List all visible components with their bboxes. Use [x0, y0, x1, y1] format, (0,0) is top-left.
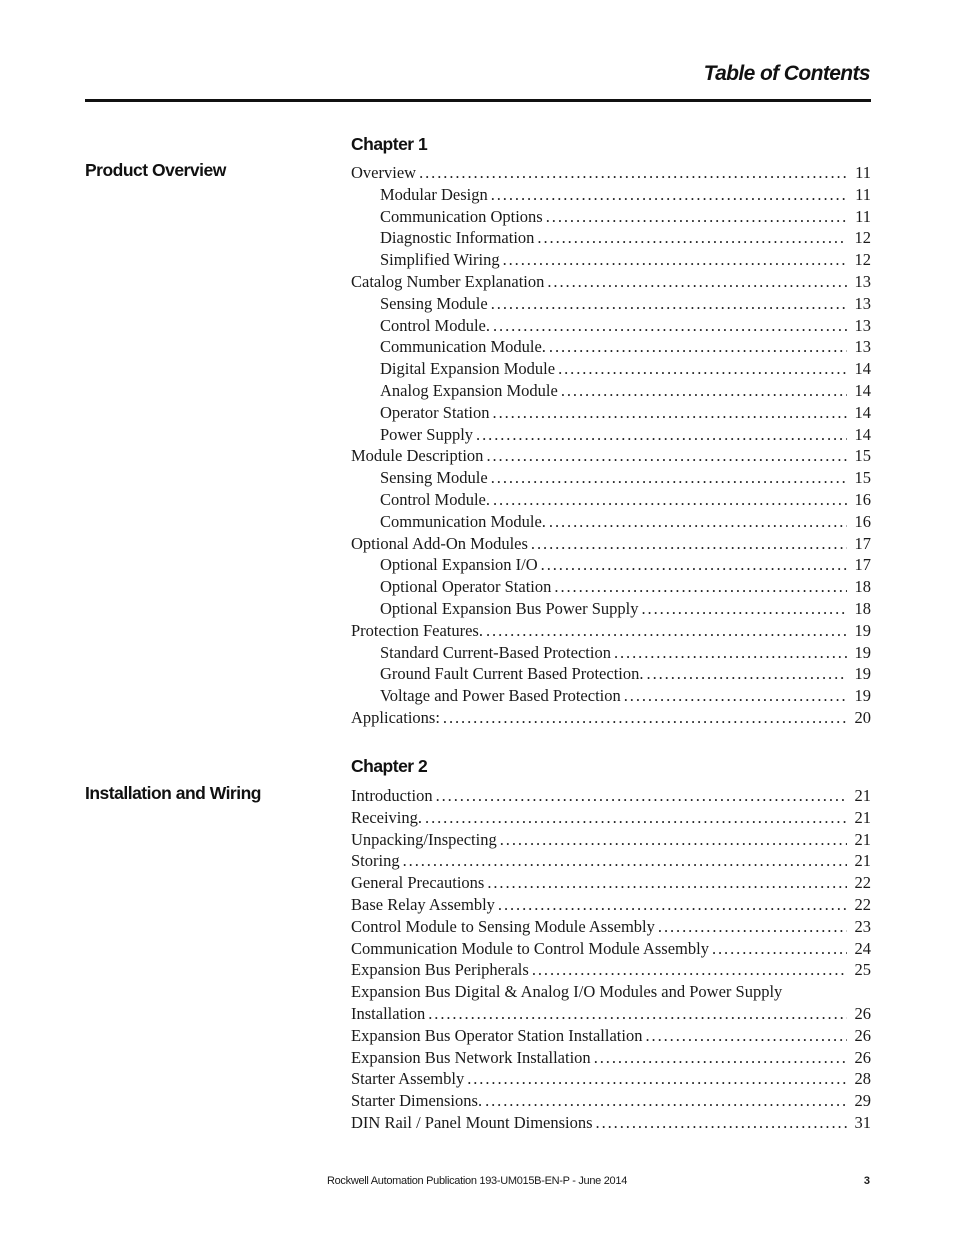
- toc-entry-title: Unpacking/Inspecting: [351, 829, 497, 849]
- toc-entry[interactable]: [351, 380, 871, 402]
- toc-entry[interactable]: [351, 1112, 871, 1134]
- toc-entry[interactable]: [351, 620, 871, 642]
- toc-entry-page: 19: [854, 620, 871, 640]
- toc-entry[interactable]: [351, 1025, 871, 1047]
- toc-leader-dots: [493, 489, 847, 511]
- toc-entry[interactable]: [351, 1068, 871, 1090]
- toc-entry[interactable]: [351, 533, 871, 555]
- toc-leader-dots: [491, 184, 847, 206]
- toc-entry-title: Communication Module.: [380, 337, 546, 357]
- toc-entry-title: Voltage and Power Based Protection: [380, 686, 621, 706]
- toc-entry[interactable]: [351, 916, 871, 938]
- toc-leader-dots: [561, 380, 847, 402]
- toc-entry[interactable]: [351, 598, 871, 620]
- toc-leader-dots: [491, 467, 847, 489]
- toc-leader-dots: [546, 206, 847, 228]
- toc-entry-page: 19: [854, 642, 871, 662]
- toc-entry-page: 14: [854, 402, 871, 422]
- section-label-installation-wiring: Installation and Wiring: [85, 783, 261, 803]
- toc-entry-page: 17: [854, 555, 871, 575]
- toc-entry-page: 23: [854, 916, 871, 936]
- toc-leader-dots: [498, 894, 847, 916]
- toc-entry[interactable]: [351, 894, 871, 916]
- toc-entry-title: Simplified Wiring: [380, 250, 500, 270]
- toc-entry[interactable]: [351, 293, 871, 315]
- toc-entry-page: 15: [854, 468, 871, 488]
- toc-entry[interactable]: [351, 685, 871, 707]
- toc-entry-title: Standard Current-Based Protection: [380, 642, 611, 662]
- section-label-product-overview: Product Overview: [85, 160, 226, 180]
- chapter-2-heading: Chapter 2: [351, 756, 428, 776]
- toc-entry-page: 26: [854, 1047, 871, 1067]
- toc-entry-page: 13: [854, 271, 871, 291]
- toc-leader-dots: [503, 249, 847, 271]
- toc-entry-title: Operator Station: [380, 402, 490, 422]
- toc-leader-dots: [596, 1112, 847, 1134]
- toc-leader-dots: [425, 807, 847, 829]
- toc-entry-title: Control Module.: [380, 315, 490, 335]
- toc-entry-page: 28: [854, 1069, 871, 1089]
- toc-entry-title: Digital Expansion Module: [380, 359, 556, 379]
- toc-entry-title: Optional Add-On Modules: [351, 533, 528, 553]
- toc-entry-page: 13: [854, 337, 871, 357]
- toc-entry-title: Power Supply: [380, 424, 474, 444]
- toc-leader-dots: [642, 598, 848, 620]
- toc-entry-title: Installation: [351, 1003, 426, 1023]
- toc-leader-dots: [541, 554, 847, 576]
- toc-entry-page: 13: [854, 293, 871, 313]
- toc-entry-title: Control Module.: [380, 489, 490, 509]
- toc-entry[interactable]: [351, 1003, 871, 1025]
- toc-leader-dots: [549, 511, 847, 533]
- toc-leader-dots: [467, 1068, 847, 1090]
- toc-entry[interactable]: [351, 642, 871, 664]
- toc-leader-dots: [712, 938, 847, 960]
- toc-entry[interactable]: [351, 785, 871, 807]
- toc-entry-page: 14: [854, 359, 871, 379]
- toc-entry-title: Starter Assembly: [351, 1069, 465, 1089]
- toc-entry-page: 24: [854, 938, 871, 958]
- toc-entry[interactable]: [351, 576, 871, 598]
- toc-entry-title: Modular Design: [380, 184, 488, 204]
- header-rule: [85, 99, 871, 102]
- page-header-title: Table of Contents: [703, 62, 870, 85]
- toc-entry-page: 21: [854, 851, 871, 871]
- toc-entry[interactable]: [351, 402, 871, 424]
- toc-entry-title: Communication Options: [380, 206, 543, 226]
- toc-entry[interactable]: [351, 358, 871, 380]
- toc-entry-title: Communication Module.: [380, 511, 546, 531]
- toc-entry[interactable]: [351, 807, 871, 829]
- toc-entry-title: Protection Features.: [351, 620, 483, 640]
- toc-entry-page: 18: [854, 598, 871, 618]
- toc-entry-title: Optional Expansion Bus Power Supply: [380, 598, 639, 618]
- toc-entry-page: 15: [854, 446, 871, 466]
- toc-leader-dots: [486, 445, 847, 467]
- toc-leader-dots: [476, 424, 847, 446]
- toc-entry-page: 20: [854, 707, 871, 727]
- toc-entry-title: Communication Module to Control Module Assembly: [351, 938, 709, 958]
- toc-entry-page: 26: [854, 1003, 871, 1023]
- toc-leader-dots: [436, 785, 847, 807]
- toc-entry[interactable]: [351, 554, 871, 576]
- toc-entry[interactable]: [351, 336, 871, 358]
- toc-leader-dots: [547, 271, 847, 293]
- toc-leader-dots: [485, 1090, 847, 1112]
- toc-entry[interactable]: [351, 959, 871, 981]
- toc-entry-page: 11: [855, 184, 871, 204]
- toc-entry[interactable]: [351, 206, 871, 228]
- toc-leader-dots: [487, 872, 847, 894]
- toc-entry[interactable]: [351, 315, 871, 337]
- toc-entry[interactable]: [351, 467, 871, 489]
- toc-leader-dots: [428, 1003, 847, 1025]
- toc-entry-page: 21: [854, 786, 871, 805]
- toc-entry[interactable]: [351, 489, 871, 511]
- toc-leader-dots: [419, 162, 847, 184]
- toc-leader-dots: [558, 358, 847, 380]
- toc-entry-title: Introduction: [351, 786, 433, 805]
- toc-entry-title: Overview: [351, 163, 417, 182]
- toc-leader-dots: [614, 642, 847, 664]
- toc-leader-dots: [493, 402, 847, 424]
- toc-entry-title: Receiving.: [351, 807, 423, 827]
- toc-entry-page: 11: [855, 163, 871, 182]
- toc-entry[interactable]: [351, 829, 871, 851]
- toc-leader-dots: [491, 293, 847, 315]
- toc-entry[interactable]: [351, 1090, 871, 1112]
- footer-page-number: 3: [863, 1175, 870, 1187]
- toc-entry-title: Optional Expansion I/O: [380, 555, 538, 575]
- toc-leader-dots: [554, 576, 847, 598]
- toc-entry-page: 13: [854, 315, 871, 335]
- toc-entry-page: 22: [854, 894, 871, 914]
- toc-entry-title: Storing: [351, 851, 400, 871]
- toc-leader-dots: [493, 315, 847, 337]
- chapter-1-toc: [351, 162, 871, 729]
- toc-entry-page: 29: [854, 1091, 871, 1111]
- toc-entry-title: Ground Fault Current Based Protection.: [380, 664, 644, 684]
- toc-entry-title: Control Module to Sensing Module Assembly: [351, 916, 655, 936]
- toc-entry-page: 25: [854, 960, 871, 980]
- toc-entry[interactable]: [351, 511, 871, 533]
- footer-publication: Rockwell Automation Publication 193-UM015B-EN-P - June 2014: [326, 1175, 628, 1187]
- toc-entry-title: Expansion Bus Operator Station Installation: [351, 1025, 643, 1045]
- toc-entry-page: 31: [854, 1112, 871, 1132]
- toc-entry-page: 17: [854, 533, 871, 553]
- toc-entry-page: 26: [854, 1025, 871, 1045]
- toc-entry-title: Expansion Bus Network Installation: [351, 1047, 591, 1067]
- toc-entry-page: 12: [854, 250, 871, 270]
- toc-entry-title: Sensing Module: [380, 468, 488, 488]
- toc-entry-page: 16: [854, 511, 871, 531]
- toc-leader-dots: [624, 685, 847, 707]
- chapter-1-heading: Chapter 1: [351, 134, 428, 154]
- toc-entry-title: Analog Expansion Module: [380, 380, 558, 400]
- toc-entry[interactable]: [351, 227, 871, 249]
- toc-entry[interactable]: [351, 981, 871, 1003]
- chapter-2-toc: [351, 785, 871, 1134]
- toc-leader-dots: [532, 959, 847, 981]
- toc-entry[interactable]: [351, 663, 871, 685]
- toc-entry-page: 12: [854, 228, 871, 248]
- toc-entry-title: Optional Operator Station: [380, 577, 552, 597]
- toc-entry[interactable]: [351, 872, 871, 894]
- toc-entry-title: Starter Dimensions.: [351, 1091, 483, 1111]
- toc-entry[interactable]: [351, 162, 871, 184]
- toc-entry-title: Diagnostic Information: [380, 228, 535, 248]
- toc-leader-dots: [549, 336, 847, 358]
- toc-entry-page: 21: [854, 807, 871, 827]
- toc-leader-dots: [647, 663, 847, 685]
- toc-entry-page: 18: [854, 577, 871, 597]
- toc-entry[interactable]: [351, 249, 871, 271]
- toc-entry-page: 16: [854, 489, 871, 509]
- toc-entry-title: DIN Rail / Panel Mount Dimensions: [351, 1112, 593, 1132]
- toc-entry-title: Base Relay Assembly: [351, 894, 495, 914]
- toc-leader-dots: [645, 1025, 847, 1047]
- toc-entry[interactable]: [351, 445, 871, 467]
- toc-entry[interactable]: [351, 184, 871, 206]
- toc-entry-title: General Precautions: [351, 873, 485, 893]
- toc-entry-title: Module Description: [351, 446, 484, 466]
- toc-entry[interactable]: [351, 424, 871, 446]
- toc-leader-dots: [594, 1047, 847, 1069]
- toc-entry[interactable]: [351, 1047, 871, 1069]
- toc-entry-page: 22: [854, 873, 871, 893]
- toc-entry[interactable]: [351, 271, 871, 293]
- toc-entry-page: 19: [854, 664, 871, 684]
- toc-entry-page: 14: [854, 424, 871, 444]
- toc-leader-dots: [658, 916, 847, 938]
- toc-entry[interactable]: [351, 707, 871, 729]
- toc-entry-page: 19: [854, 686, 871, 706]
- toc-entry-title: Expansion Bus Peripherals: [351, 960, 529, 980]
- toc-entry-page: 21: [854, 829, 871, 849]
- toc-leader-dots: [531, 533, 847, 555]
- toc-entry-title: Expansion Bus Digital & Analog I/O Modules and Power Supply: [351, 982, 783, 1002]
- toc-leader-dots: [500, 829, 847, 851]
- toc-entry[interactable]: [351, 850, 871, 872]
- toc-leader-dots: [403, 850, 847, 872]
- toc-entry[interactable]: [351, 938, 871, 960]
- toc-entry-title: Applications:: [351, 707, 440, 727]
- toc-leader-dots: [537, 227, 847, 249]
- toc-entry-page: 14: [854, 380, 871, 400]
- toc-entry-title: Sensing Module: [380, 293, 488, 313]
- toc-leader-dots: [443, 707, 847, 729]
- toc-leader-dots: [486, 620, 847, 642]
- toc-entry-page: 11: [855, 206, 871, 226]
- toc-entry-title: Catalog Number Explanation: [351, 271, 545, 291]
